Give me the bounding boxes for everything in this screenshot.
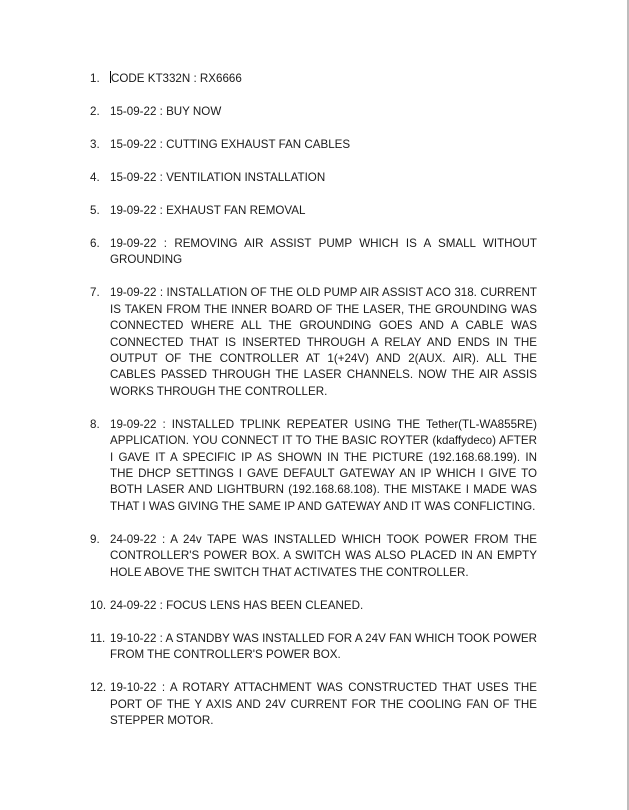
list-item [90,598,537,614]
item-text[interactable]: 24-09-22 : FOCUS LENS HAS BEEN CLEANED. [110,598,364,612]
item-number: 11. [90,631,106,645]
item-number: 6. [90,237,100,250]
item-text[interactable]: 15-09-22 : VENTILATION INSTALLATION [110,171,326,184]
list-item [90,631,537,664]
list-item [90,71,537,87]
item-text[interactable]: 19-09-22 : EXHAUST FAN REMOVAL [110,204,306,217]
item-text[interactable]: 15-09-22 : CUTTING EXHAUST FAN CABLES [110,138,351,151]
list-item [90,170,537,186]
item-number: 8. [90,417,100,431]
item-text[interactable]: 19-09-22 : REMOVING AIR ASSIST PUMP WHICH IS A SMALL WITHOUT GROUNDING [110,237,537,267]
item-number: 5. [90,204,100,217]
item-number: 9. [90,532,100,546]
item-number: 2. [90,105,100,118]
item-number: 7. [90,286,100,300]
item-text[interactable]: 19-10-22 : A STANDBY WAS INSTALLED FOR A 24V FAN WHICH TOOK POWER FROM THE CONTROLLER'S POWER BOX. [110,631,537,662]
item-number: 4. [90,171,100,184]
item-text[interactable]: 19-09-22 : INSTALLATION OF THE OLD PUMP AIR ASSIST ACO 318. CURRENT IS TAKEN FROM THE INNER BOARD OF THE LASER, THE GROUNDING WAS CONNECTED WHERE ALL THE GROUNDING GOES AND A CABLE WAS CONNECTED THAT IS INSERTED THROUGH A RELAY AND ENDS IN THE OUTPUT OF THE CONTROLLER AT 1(+24V) AND 2(AUX. AIR). ALL THE CABLES PASSED THROUGH THE LASER CHANNELS. NOW THE AIR ASSIS WORKS THROUGH THE CONTROLLER. [110,286,537,398]
list-item [90,236,537,269]
list-item [90,532,537,581]
numbered-list [90,71,537,746]
item-text[interactable]: 19-10-22 : A ROTARY ATTACHMENT WAS CONSTRUCTED THAT USES THE PORT OF THE Y AXIS AND 24V CURRENT FOR THE COOLING FAN OF THE STEPPER MOTOR. [110,681,537,727]
list-item [90,137,537,153]
item-number: 1. [90,72,100,85]
list-item [90,285,537,400]
item-text[interactable]: CODE KT332N : RX6666 [111,72,242,85]
item-number: 10. [90,598,107,612]
item-number: 12. [90,681,107,695]
item-text[interactable]: 19-09-22 : INSTALLED TPLINK REPEATER USING THE Tether(TL-WA855RE) APPLICATION. YOU CONNECT IT TO THE BASIC ROYTER (kdaffydeco) AFTER I GAVE IT A SPECIFIC IP AS SHOWN IN THE PICTURE (192.168.68.199). IN THE DHCP SETTINGS I GAVE DEFAULT GATEWAY AN IP WHICH I GIVE TO BOTH LASER AND LIGHTBURN (192.168.68.108). THE MISTAKE I MADE WAS THAT I WAS GIVING THE SAME IP AND GATEWAY AND IT WAS CONFLICTING. [110,417,537,513]
item-text[interactable]: 15-09-22 : BUY NOW [110,105,222,118]
item-text[interactable]: 24-09-22 : A 24v TAPE WAS INSTALLED WHICH TOOK POWER FROM THE CONTROLLER'S POWER BOX. A SWITCH WAS ALSO PLACED IN AN EMPTY HOLE ABOVE THE SWITCH THAT ACTIVATES THE CONTROLLER. [110,532,537,579]
list-item [90,104,537,120]
list-item [90,417,537,515]
list-item [90,203,537,219]
list-item [90,680,537,729]
item-number: 3. [90,138,100,151]
